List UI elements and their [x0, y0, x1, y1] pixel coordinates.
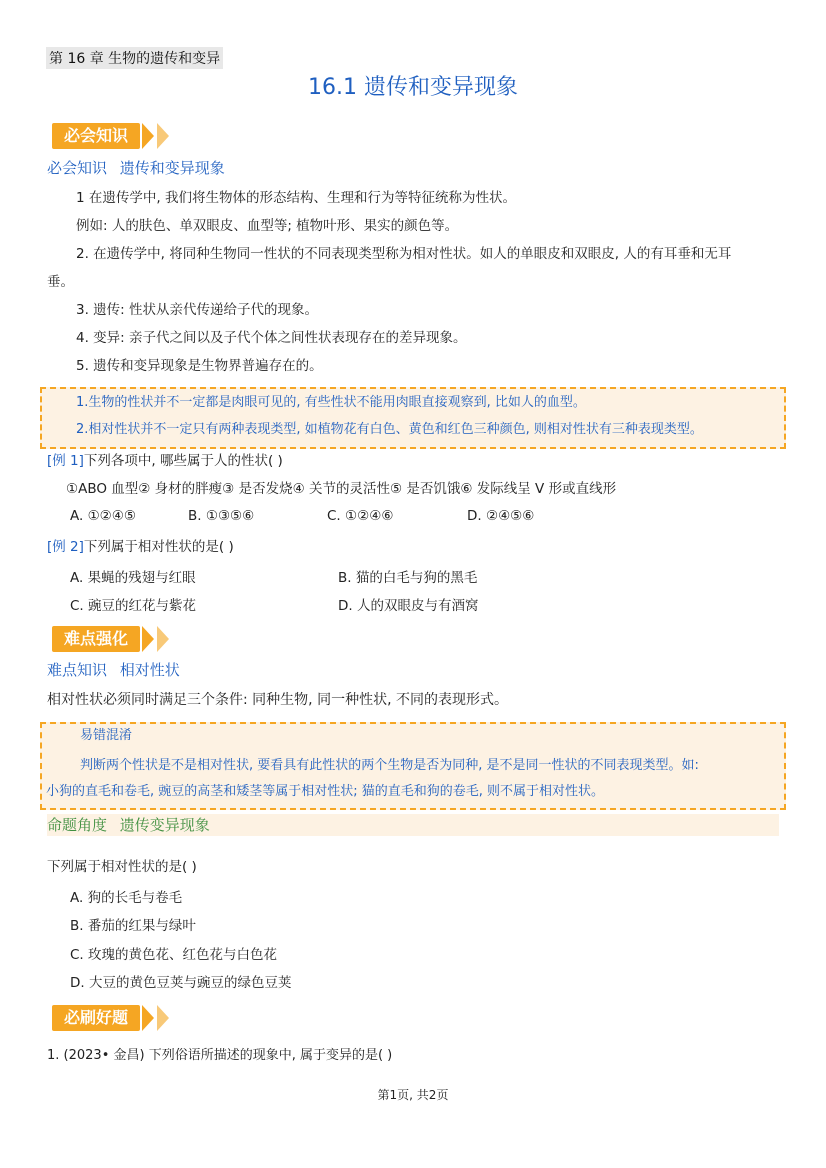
difficulty-heading-topic: 相对性状 — [119, 661, 180, 679]
confusion-line-1: 判断两个性状是不是相对性状, 要看具有此性状的两个生物是否为同种, 是不是同一性状的不同表现类型。如: — [80, 758, 699, 773]
knowledge-heading-topic: 遗传和变异现象 — [119, 159, 225, 177]
practice-question: 下列属于相对性状的是( ) — [47, 859, 197, 875]
page-number: 第1页, 共2页 — [377, 1088, 449, 1102]
knowledge-paragraph-3: 2. 在遗传学中, 将同种生物同一性状的不同表现类型称为相对性状。如人的单眼皮和双眼皮, 人的有耳垂和无耳 — [76, 246, 732, 262]
practice-option-a[interactable]: A. 狗的长毛与卷毛 — [70, 890, 183, 906]
example-1-option-d[interactable]: D. ②④⑤⑥ — [467, 508, 535, 524]
section-banner-label: 必会知识 — [52, 123, 140, 149]
difficulty-heading-label: 难点知识 — [47, 661, 108, 679]
example-1-text: 下列各项中, 哪些属于人的性状( ) — [83, 453, 283, 469]
knowledge-paragraph-6: 5. 遗传和变异现象是生物界普遍存在的。 — [76, 358, 323, 374]
knowledge-paragraph-5: 4. 变异: 亲子代之间以及子代个体之间性状表现存在的差异现象。 — [76, 330, 467, 346]
tip-line-2: 2.相对性状并不一定只有两种表现类型, 如植物花有白色、黄色和红色三种颜色, 则相对性状有三种表现类型。 — [76, 422, 703, 437]
section-banner-label: 必刷好题 — [52, 1005, 140, 1031]
practice-option-b[interactable]: B. 番茄的红果与绿叶 — [70, 918, 196, 934]
example-2-option-b[interactable]: B. 猫的白毛与狗的黑毛 — [338, 570, 478, 586]
confusion-title: 易错混淆 — [80, 728, 133, 743]
example-2-option-a[interactable]: A. 果蝇的残翅与红眼 — [70, 570, 196, 586]
question-angle-bar — [47, 814, 779, 836]
knowledge-heading — [47, 157, 225, 178]
example-1-option-c[interactable]: C. ①②④⑥ — [327, 508, 394, 524]
page-title: 16.1 遗传和变异现象 — [308, 75, 518, 100]
practice-option-c[interactable]: C. 玫瑰的黄色花、红色花与白色花 — [70, 947, 278, 963]
example-1-items: ①ABO 血型② 身材的胖瘦③ 是否发烧④ 关节的灵活性⑤ 是否饥饿⑥ 发际线呈 V 形或直线形 — [66, 481, 617, 497]
example-2-question — [47, 537, 234, 557]
section-banner-difficulty — [52, 625, 169, 653]
difficulty-heading — [47, 659, 180, 680]
question-angle-label: 命题角度 — [47, 816, 108, 834]
example-2-tag: [例 2] — [47, 539, 84, 555]
chevron-right-icon — [157, 123, 169, 149]
question-angle-topic: 遗传变异现象 — [119, 816, 210, 834]
example-2-option-c[interactable]: C. 豌豆的红花与紫花 — [70, 598, 197, 614]
confusion-line-2: 小狗的直毛和卷毛, 豌豆的高茎和矮茎等属于相对性状; 猫的直毛和狗的卷毛, 则不属于相对性状。 — [46, 784, 605, 799]
example-1-tag: [例 1] — [47, 453, 84, 469]
confusion-box — [40, 722, 786, 810]
chevron-right-icon — [142, 626, 154, 652]
section-banner-practice — [52, 1004, 169, 1032]
chevron-right-icon — [157, 1005, 169, 1031]
knowledge-paragraph-2: 例如: 人的肤色、单双眼皮、血型等; 植物叶形、果实的颜色等。 — [76, 218, 459, 234]
chevron-right-icon — [142, 123, 154, 149]
tip-box — [40, 387, 786, 449]
example-2-option-d[interactable]: D. 人的双眼皮与有酒窝 — [338, 598, 479, 614]
knowledge-paragraph-4: 3. 遗传: 性状从亲代传递给子代的现象。 — [76, 302, 319, 318]
knowledge-paragraph-1: 1 在遗传学中, 我们将生物体的形态结构、生理和行为等特征统称为性状。 — [76, 190, 516, 206]
chevron-right-icon — [157, 626, 169, 652]
example-1-option-a[interactable]: A. ①②④⑤ — [70, 508, 136, 524]
exercise-question-1: 1. (2023• 金昌) 下列俗语所描述的现象中, 属于变异的是( ) — [47, 1048, 393, 1063]
example-1-question — [47, 451, 283, 471]
chevron-right-icon — [142, 1005, 154, 1031]
relative-trait-statement: 相对性状必须同时满足三个条件: 同种生物, 同一种性状, 不同的表现形式。 — [47, 692, 508, 708]
section-banner-required — [52, 122, 169, 150]
example-1-option-b[interactable]: B. ①③⑤⑥ — [188, 508, 255, 524]
knowledge-heading-label: 必会知识 — [47, 159, 108, 177]
example-2-text: 下列属于相对性状的是( ) — [83, 539, 234, 555]
tip-line-1: 1.生物的性状并不一定都是肉眼可见的, 有些性状不能用肉眼直接观察到, 比如人的血型。 — [76, 395, 586, 410]
section-banner-label: 难点强化 — [52, 626, 140, 652]
chapter-tag: 第 16 章 生物的遗传和变异 — [46, 47, 223, 69]
knowledge-paragraph-3-cont: 垂。 — [47, 274, 74, 290]
practice-option-d[interactable]: D. 大豆的黄色豆荚与豌豆的绿色豆荚 — [70, 975, 292, 991]
